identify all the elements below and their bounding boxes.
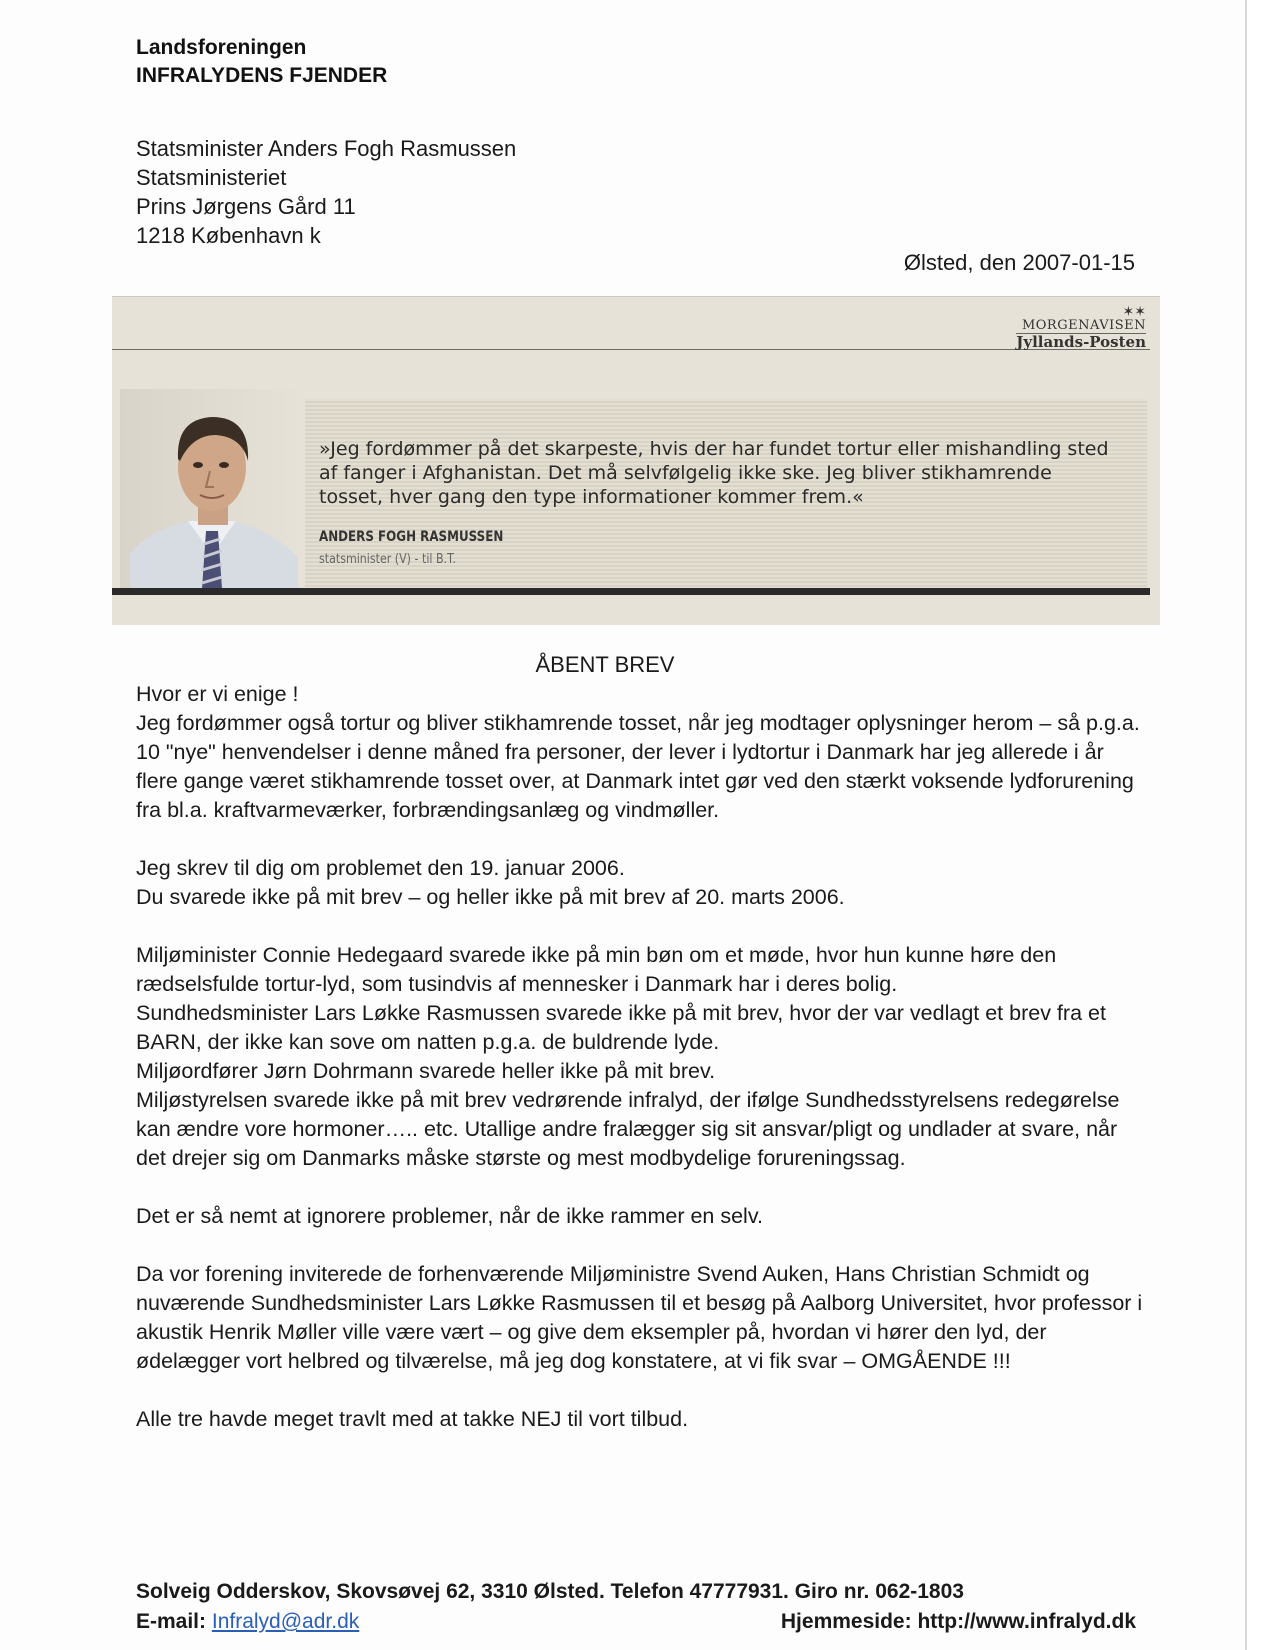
paragraph-3-line-4: Miljøstyrelsen svarede ikke på mit brev vedrørende infralyd, der ifølge Sundhedsstyrelsens redegørelse kan ændre vore hormoner….. etc. Utallige andre fralægger sig sit ansvar/pligt og undlader at svare, når det drejer sig om Danmarks måske største og mest modbydelige forureningssag. <box>136 1088 1120 1170</box>
clipping-top-rule <box>112 349 1150 350</box>
crown-icon: ✶✶ <box>1122 304 1146 320</box>
organization-header <box>136 34 387 90</box>
letter-date: Ølsted, den 2007-01-15 <box>903 250 1135 275</box>
sender-contact-line: Solveig Odderskov, Skovsøvej 62, 3310 Ølsted. Telefon 47777931. Giro nr. 062-1803 <box>136 1580 964 1603</box>
recipient-line-4: 1218 København k <box>136 223 321 248</box>
quote-author: ANDERS FOGH RASMUSSEN <box>319 529 504 545</box>
paragraph-1-line-2: Jeg fordømmer også tortur og bliver stikhamrende tosset, når jeg modtager oplysninger herom – så p.g.a. 10 "nye" henvendelser i denne måned fra personer, der lever i lydtortur i Danmark har jeg allerede i år flere gange været stikhamrende tosset over, at Danmark intet gør ved den stærkt voksende lydforurening fra bl.a. kraftvarmeværker, forbrændingsanlæg og vindmøller. <box>136 711 1140 822</box>
letter-title: ÅBENT BREV <box>535 652 675 677</box>
recipient-line-3: Prins Jørgens Gård 11 <box>136 194 356 219</box>
portrait-photo <box>120 389 305 589</box>
paragraph-5: Da vor forening inviterede de forhenværende Miljøministre Svend Auken, Hans Christian Schmidt og nuværende Sundhedsminister Lars Løkke Rasmussen til et besøg på Aalborg Universitet, hvor professor i akustik Henrik Møller ville være vært – og give dem eksempler på, hvordan vi hører den lyd, der ødelægger vort helbred og tilværelse, må jeg dog konstatere, at vi fik svar – OMGÅENDE !!! <box>136 1262 1143 1373</box>
paragraph-2-line-2: Du svarede ikke på mit brev – og heller ikke på mit brev af 20. marts 2006. <box>136 885 845 909</box>
paragraph-3-line-2: Sundhedsminister Lars Løkke Rasmussen svarede ikke på mit brev, hvor der var vedlagt et brev fra et BARN, der ikke kan sove om natten p.g.a. de buldrende lyde. <box>136 1001 1106 1054</box>
recipient-address <box>136 134 516 250</box>
quote-box <box>297 399 1147 587</box>
sender-footer <box>136 1577 1136 1637</box>
recipient-line-2: Statsministeriet <box>136 165 287 190</box>
newspaper-clipping <box>112 296 1160 625</box>
paragraph-4: Det er så nemt at ignorere problemer, når de ikke rammer en selv. <box>136 1204 763 1228</box>
footer-links-row <box>136 1607 1136 1637</box>
clipping-bottom-rule <box>112 588 1150 595</box>
org-line-1: Landsforeningen <box>136 36 307 59</box>
newspaper-logo <box>1016 305 1146 351</box>
paragraph-2-line-1: Jeg skrev til dig om problemet den 19. januar 2006. <box>136 856 625 880</box>
quote-author-role: statsminister (V) - til B.T. <box>319 552 457 567</box>
email-section <box>136 1607 359 1637</box>
paragraph-3-line-3: Miljøordfører Jørn Dohrmann svarede heller ikke på mit brev. <box>136 1059 716 1083</box>
recipient-line-1: Statsminister Anders Fogh Rasmussen <box>136 136 517 161</box>
paragraph-1-line-1: Hvor er vi enige ! <box>136 682 299 706</box>
org-line-2: INFRALYDENS FJENDER <box>136 64 388 87</box>
email-link[interactable]: Infralyd@adr.dk <box>211 1610 360 1633</box>
homepage-text: Hjemmeside: http://www.infralyd.dk <box>780 1610 1136 1633</box>
logo-line-2: Jyllands-Posten <box>1016 333 1146 351</box>
email-label: E-mail: <box>136 1610 207 1633</box>
quote-text: »Jeg fordømmer på det skarpeste, hvis der har fundet tortur eller mishandling sted af fanger i Afghanistan. Det må selvfølgelig ikke ske. Jeg bliver stikhamrende tosset, hver gang den type informationer kommer frem.« <box>319 438 1109 508</box>
paragraph-3-line-1: Miljøminister Connie Hedegaard svarede ikke på min bøn om et møde, hvor hun kunne høre den rædselsfulde tortur-lyd, som tusindvis af mennesker i Danmark har i deres bolig. <box>136 943 1057 996</box>
logo-line-1: MORGENAVISEN <box>1016 319 1146 334</box>
paragraph-6: Alle tre havde meget travlt med at takke NEJ til vort tilbud. <box>136 1407 689 1431</box>
letter-body <box>136 680 1146 1463</box>
